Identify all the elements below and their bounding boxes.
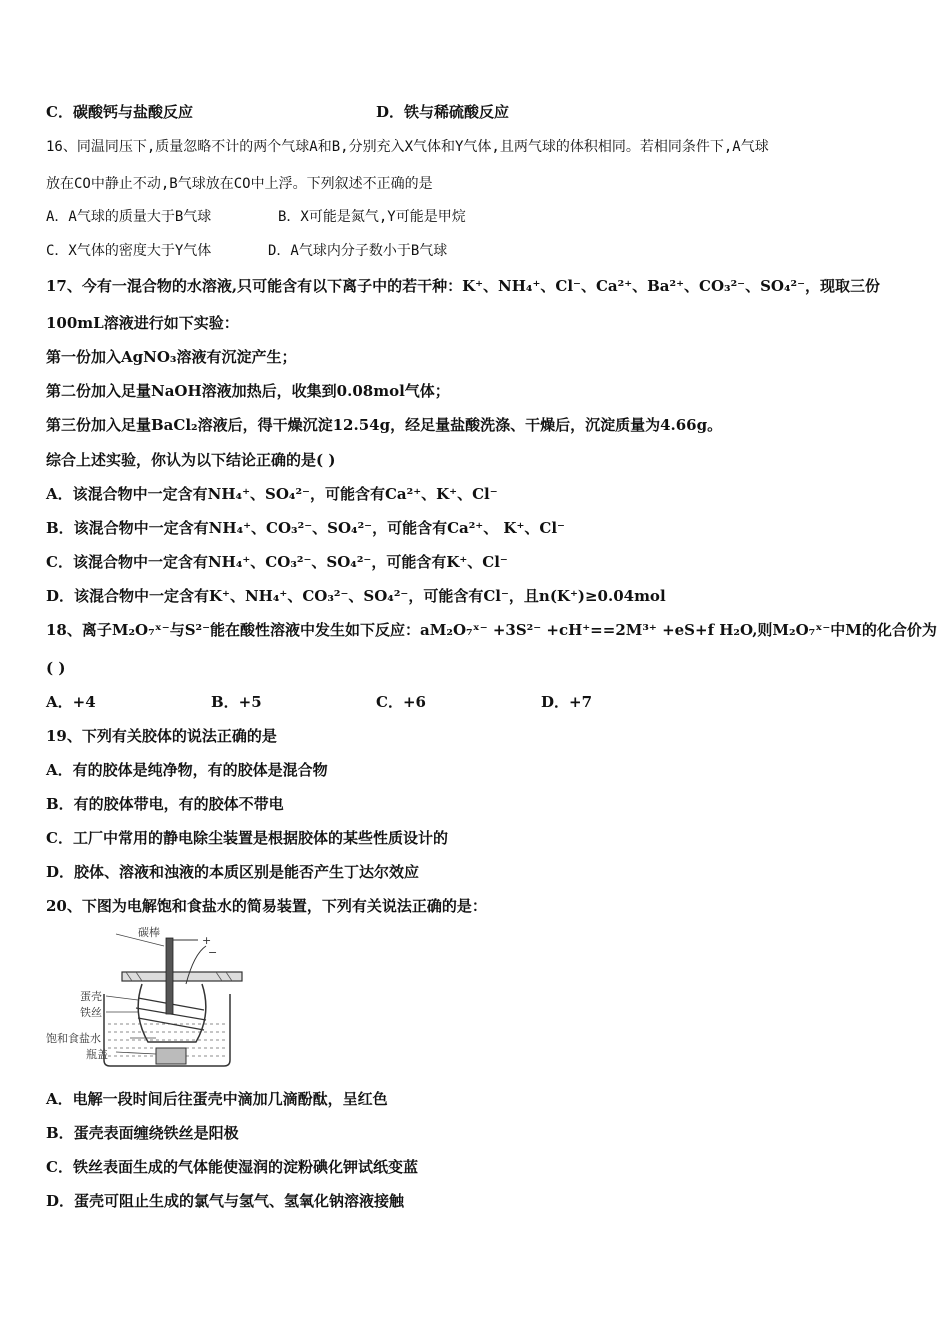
q17-option-c: C．该混合物中一定含有NH₄⁺、CO₃²⁻、SO₄²⁻，可能含有K⁺、Cl⁻ [46,553,508,571]
q20-option-a: A．电解一段时间后往蛋壳中滴加几滴酚酞，呈红色 [46,1090,388,1108]
q15-option-d: D．铁与稀硫酸反应 [376,103,510,121]
lid-plate [122,972,242,981]
q16-options-cd [46,241,447,261]
q17-experiment-2: 第二份加入足量NaOH溶液加热后，收集到0.08mol气体； [46,382,450,400]
q18-stem-line1: 18、离子M₂O₇ˣ⁻与S²⁻能在酸性溶液中发生如下反应：aM₂O₇ˣ⁻ +3S²⁻ +cH⁺==2M³⁺ +eS+f H₂O,则M₂O₇ˣ⁻中M的化合价为 [46,621,937,639]
label-carbon-rod: 碳棒 [138,926,160,939]
q19-option-a: A．有的胶体是纯净物，有的胶体是混合物 [46,761,328,779]
q16-stem-line1: 16、同温同压下,质量忽略不计的两个气球A和B,分别充入X气体和Y气体,且两气球的体积相同。若相同条件下,A气球 [46,139,769,155]
q18-options-row [46,692,592,712]
q18-option-a: A．+4 [46,693,96,711]
q19-option-c: C．工厂中常用的静电除尘装置是根据胶体的某些性质设计的 [46,829,448,847]
q16-option-b: B．X可能是氮气,Y可能是甲烷 [278,209,466,225]
label-brine: 饱和食盐水 [46,1032,101,1045]
q18-option-c: C．+6 [376,693,426,711]
q17-option-b: B．该混合物中一定含有NH₄⁺、CO₃²⁻、SO₄²⁻，可能含有Ca²⁺、 K⁺、Cl⁻ [46,519,565,537]
q20-stem: 20、下图为电解饱和食盐水的简易装置，下列有关说法正确的是： [46,897,487,915]
q16-option-c: C．X气体的密度大于Y气体 [46,243,212,259]
carbon-rod [166,938,173,1014]
q17-stem-line1: 17、今有一混合物的水溶液,只可能含有以下离子中的若干种：K⁺、NH₄⁺、Cl⁻、Ca²⁺、Ba²⁺、CO₃²⁻、SO₄²⁻，现取三份 [46,277,881,295]
q15-option-c: C．碳酸钙与盐酸反应 [46,103,193,121]
q16-option-a: A．A气球的质量大于B气球 [46,209,212,225]
q18-option-d: D．+7 [541,693,593,711]
q18-stem-line2: ( ) [46,659,66,677]
q19-option-d: D．胶体、溶液和浊液的本质区别是能否产生丁达尔效应 [46,863,420,881]
q20-option-c: C．铁丝表面生成的气体能使湿润的淀粉碘化钾试纸变蓝 [46,1158,418,1176]
label-eggshell: 蛋壳 [80,990,102,1003]
q19-stem: 19、下列有关胶体的说法正确的是 [46,727,277,745]
q16-options-ab [46,207,466,227]
q18-option-b: B．+5 [211,693,262,711]
bottle-cap [156,1048,186,1064]
q15-options-row [46,102,509,122]
q17-experiment-1: 第一份加入AgNO₃溶液有沉淀产生； [46,348,297,366]
label-iron-wire: 铁丝 [80,1006,102,1019]
label-bottle-cap: 瓶盖 [86,1048,108,1061]
q17-stem-line2: 100mL溶液进行如下实验： [46,314,239,332]
q17-question: 综合上述实验，你认为以下结论正确的是( ) [46,451,336,469]
q17-experiment-3: 第三份加入足量BaCl₂溶液后，得干燥沉淀12.54g，经足量盐酸洗涤、干燥后，沉淀质量为4.66g。 [46,416,723,434]
q19-option-b: B．有的胶体带电，有的胶体不带电 [46,795,284,813]
q20-option-d: D．蛋壳可阻止生成的氯气与氢气、氢氧化钠溶液接触 [46,1192,405,1210]
q16-option-d: D．A气球内分子数小于B气球 [268,243,448,259]
electrolysis-apparatus-figure [46,924,246,1072]
label-minus: − [208,946,218,959]
q16-stem-line2: 放在CO中静止不动,B气球放在CO中上浮。下列叙述不正确的是 [46,176,433,192]
label-plus: + [202,934,212,947]
q17-option-d: D．该混合物中一定含有K⁺、NH₄⁺、CO₃²⁻、SO₄²⁻，可能含有Cl⁻，且n(K⁺)≥0.04mol [46,587,666,605]
q20-option-b: B．蛋壳表面缠绕铁丝是阳极 [46,1124,239,1142]
q17-option-a: A．该混合物中一定含有NH₄⁺、SO₄²⁻，可能含有Ca²⁺、K⁺、Cl⁻ [46,485,498,503]
